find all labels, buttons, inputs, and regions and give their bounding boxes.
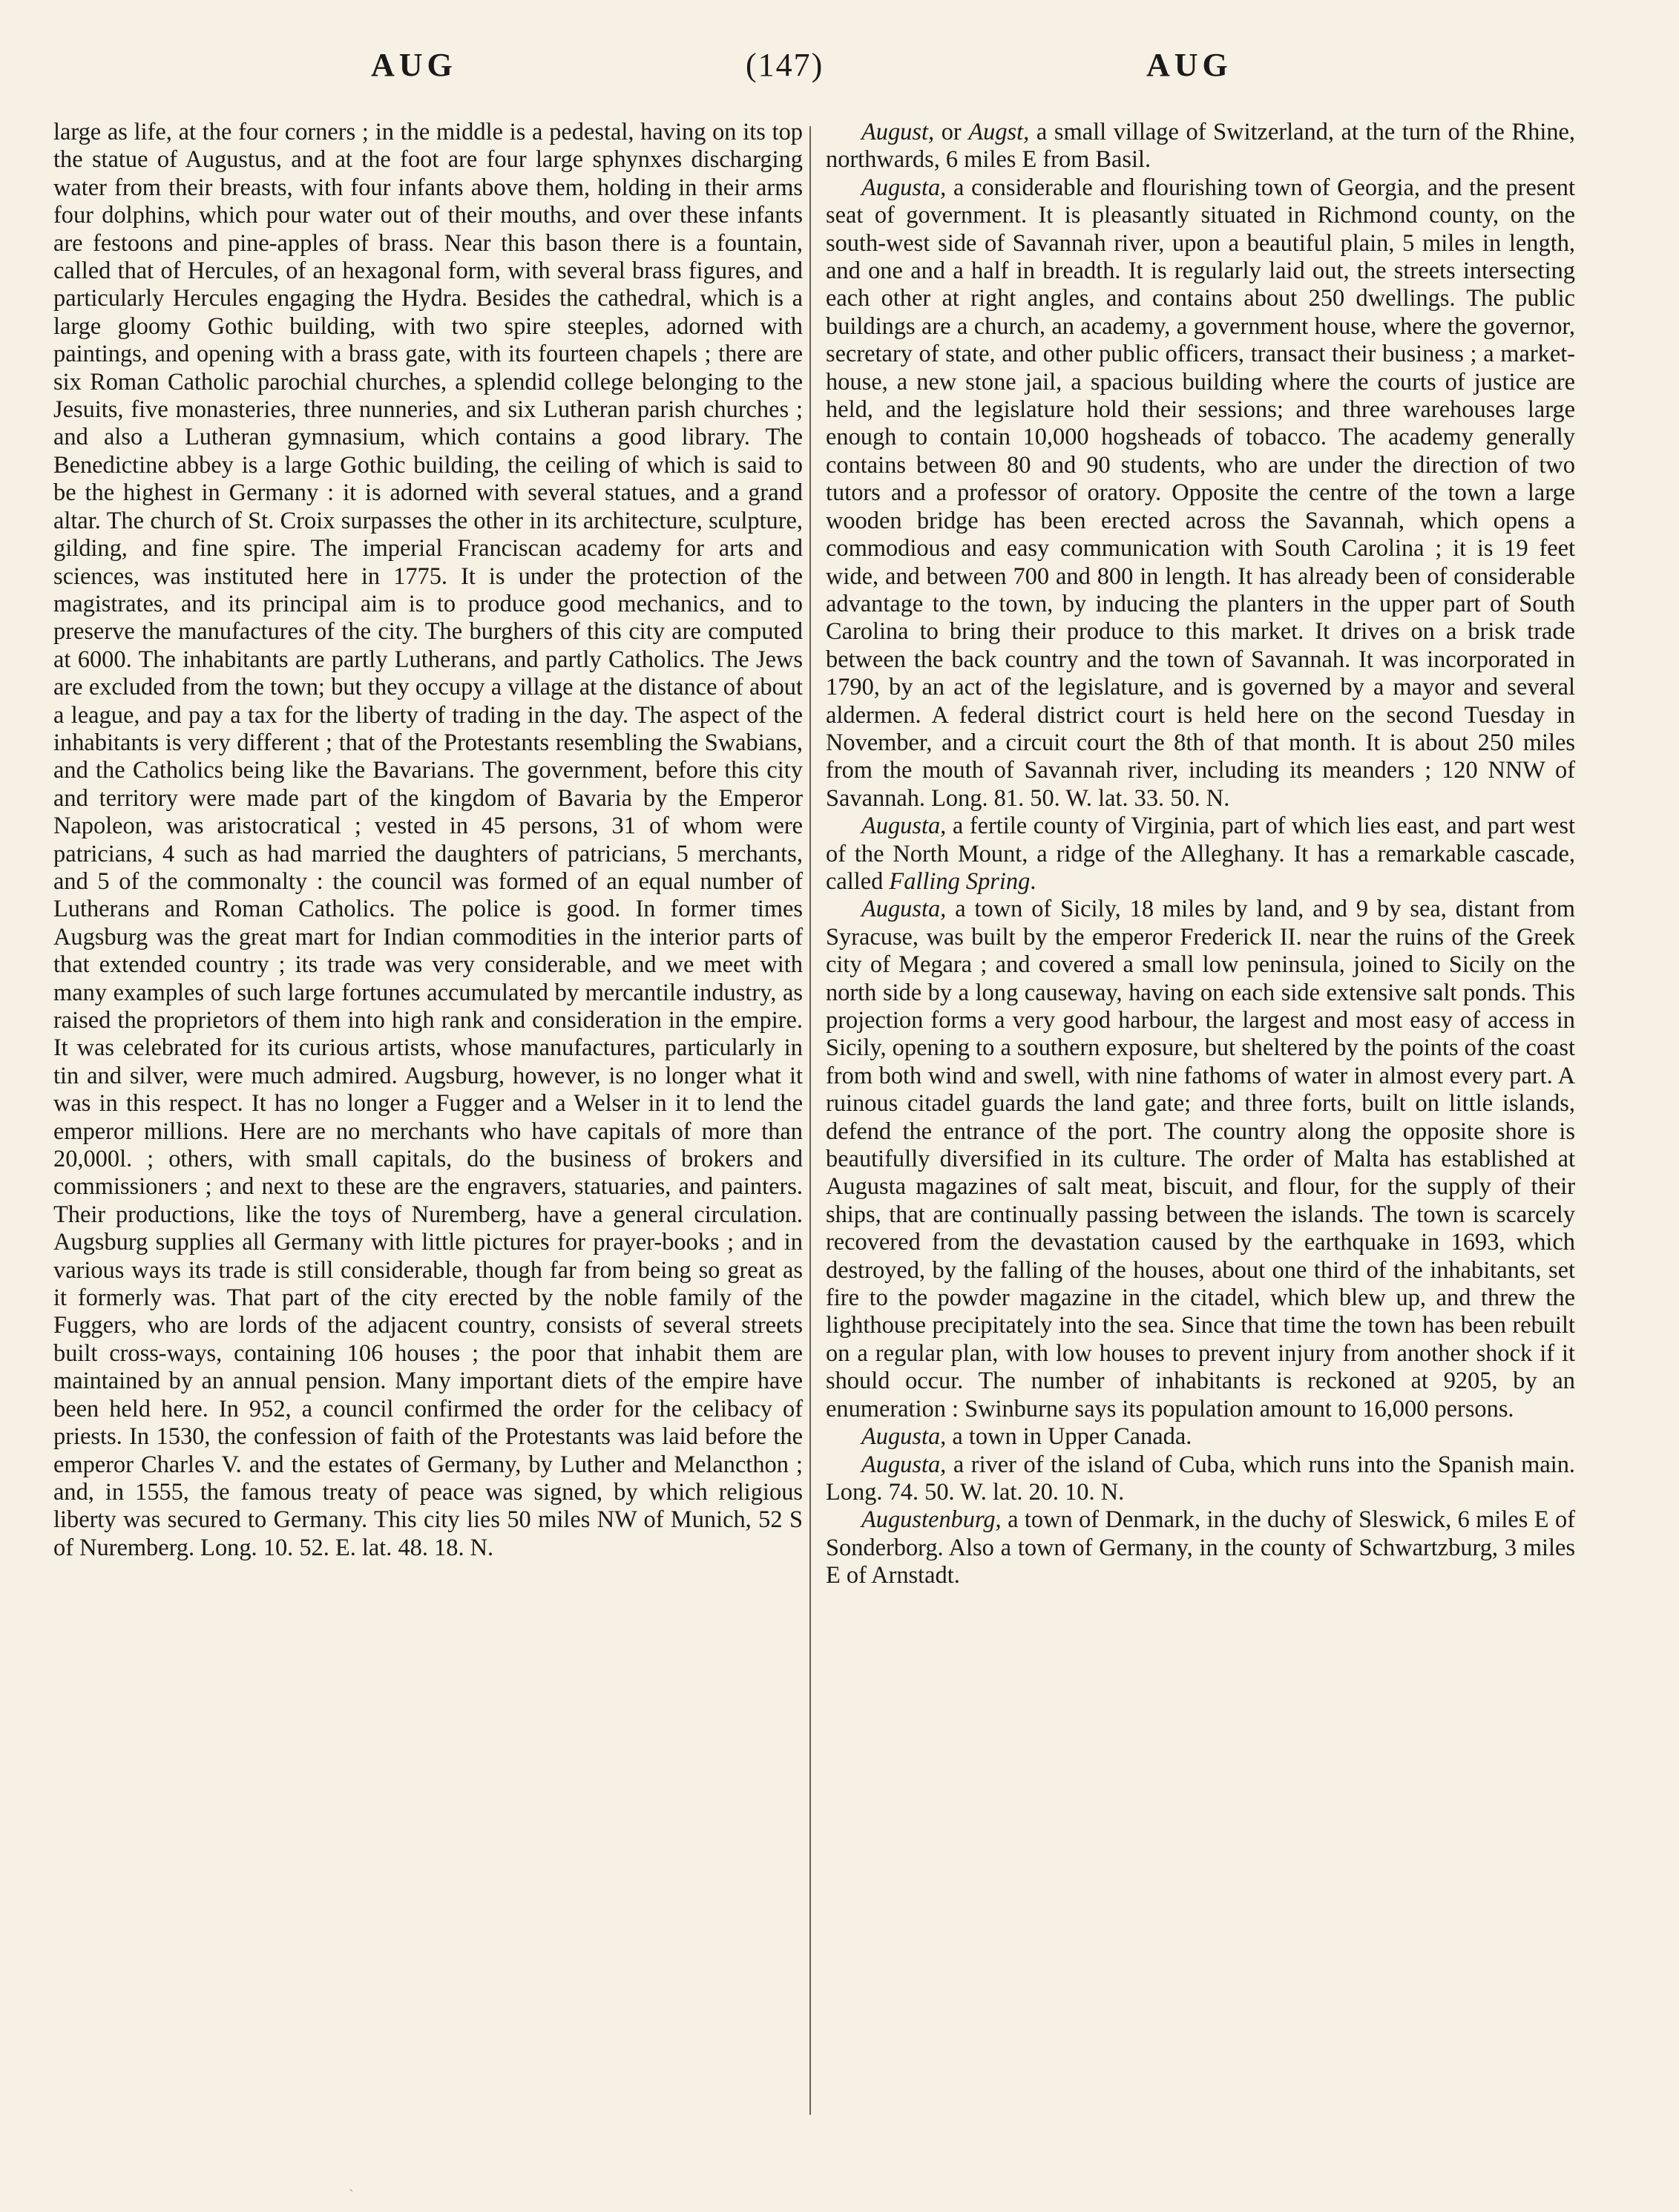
right-column bbox=[826, 119, 1575, 1590]
entry-text: a small village of Switzerland, at the turn of the Rhine, northwards, 6 miles E from Basil. bbox=[826, 119, 1575, 174]
left-column bbox=[53, 119, 803, 1562]
entry-term-alt: Augst, bbox=[968, 119, 1030, 145]
entry-text: a fertile county of Virginia, part of which lies east, and part west of the North Mount, a ridge of the Alleghany. It has a remarkable cascade, called bbox=[826, 813, 1575, 895]
entry-augusta-georgia bbox=[826, 174, 1575, 813]
entry-augusta-virginia bbox=[826, 813, 1575, 896]
entry-term: Augusta, bbox=[861, 174, 947, 201]
entry-term: Augustenburg, bbox=[861, 1506, 1002, 1534]
entry-text: a river of the island of Cuba, which runs into the Spanish main. Long. 74. 50. W. lat. 20. 10. N. bbox=[826, 1451, 1575, 1506]
entry-augusta-cuba bbox=[826, 1451, 1575, 1507]
entry-augusta-canada bbox=[826, 1423, 1575, 1451]
entry-emphasis: Falling Spring bbox=[889, 867, 1031, 895]
entry-tail: . bbox=[1030, 867, 1036, 895]
entry-augusta-sicily bbox=[826, 896, 1575, 1423]
entry-term: Augusta, bbox=[861, 813, 947, 840]
entry-term: August, bbox=[861, 119, 935, 145]
entry-text: a considerable and flourishing town of Georgia, and the present seat of government. It is pleasantly situated in Richmond county, on the south-west side of Savannah river, upon a beautiful plain, 5 miles in length, and one and a half in breadth. It is regularly laid out, the streets intersecting each other at right angles, and contains about 250 dwellings. The public buildings are a church, an academy, a government house, where the governor, secretary of state, and other public officers, transact their business ; a market-house, a new stone jail, a spacious building where the courts of justice are held, and the legislature hold their sessions; and three warehouses large enough to contain 10,000 hogsheads of tobacco. The academy generally contains between 80 and 90 students, who are under the direction of two tutors and a professor of oratory. Opposite the centre of the town a large wooden bridge has been erected across the Savannah, which opens a commodious and easy communication with South Carolina ; it is 19 feet wide, and between 700 and 800 in length. It has already been of considerable advantage to the town, by inducing the planters in the upper part of South Carolina to bring their produce to this market. It drives on a brisk trade between the back country and the town of Savannah. It was incorporated in 1790, by an act of the legislature, and is governed by a mayor and several aldermen. A federal district court is held here on the second Tuesday in November, and a circuit court the 8th of that month. It is about 250 miles from the mouth of Savannah river, including its meanders ; 120 NNW of Savannah. Long. 81. 50. W. lat. 33. 50. N. bbox=[826, 174, 1575, 812]
entry-text: a town in Upper Canada. bbox=[946, 1423, 1192, 1451]
entry-august bbox=[826, 119, 1575, 174]
entry-text: a town of Sicily, 18 miles by land, and 9 by sea, distant from Syracuse, was built by the emperor Frederick II. near the ruins of the Greek city of Megara ; and covered a small low peninsula, joined to Sicily on the north side by a long causeway, having on each side extensive salt ponds. This projection forms a very good harbour, the largest and most easy of access in Sicily, opening to a southern exposure, but sheltered by the points of the coast from both wind and swell, with nine fathoms of water in almost every part. A ruinous citadel guards the land gate; and three forts, built on little islands, defend the entrance of the port. The country along the opposite shore is beautifully diversified in its culture. The order of Malta has established at Augusta magazines of salt meat, biscuit, and flour, for the supply of their ships, that are continually passing between the islands. The town is scarcely recovered from the devastation caused by the earthquake in 1693, which destroyed, by the falling of the houses, about one third of the inhabitants, set fire to the powder magazine in the citadel, which blew up, and threw the lighthouse precipitately into the sea. Since that time the town has been rebuilt on a regular plan, with low houses to prevent injury from another shock if it should occur. The number of inhabitants is reckoned at 9205, by an enumeration : Swinburne says its population amount to 16,000 persons. bbox=[826, 896, 1575, 1422]
entry-term: Augusta, bbox=[861, 1451, 947, 1478]
entry-term: Augusta, bbox=[861, 1423, 947, 1451]
augsburg-continuation-text: large as life, at the four corners ; in the middle is a pedestal, having on its top the statue of Augustus, and at the foot are four large sphynxes discharging water from their breasts, with four infants above them, holding in their arms four dolphins, which pour water out of their mouths, and over these infants are festoons and pine-apples of brass. Near this bason there is a fountain, called that of Hercules, of an hexagonal form, with several brass figures, and particularly Hercules engaging the Hydra. Besides the cathedral, which is a large gloomy Gothic building, with two spire steeples, adorned with paintings, and opening with a brass gate, with its fourteen chapels ; there are six Roman Catholic parochial churches, a splendid college belonging to the Jesuits, five monasteries, three nunneries, and six Lutheran parish churches ; and also a Lutheran gymnasium, which contains a good library. The Benedictine abbey is a large Gothic building, the ceiling of which is said to be the highest in Germany : it is adorned with several statues, and a grand altar. The church of St. Croix surpasses the other in its architecture, sculpture, gilding, and fine spire. The imperial Franciscan academy for arts and sciences, was instituted here in 1775. It is under the protection of the magistrates, and its principal aim is to produce good mechanics, and to preserve the manufactures of the city. The burghers of this city are computed at 6000. The inhabitants are partly Lutherans, and partly Catholics. The Jews are excluded from the town; but they occupy a village at the distance of about a league, and pay a tax for the liberty of trading in the day. The aspect of the inhabitants is very different ; that of the Protestants resembling the Swabians, and the Catholics being like the Bavarians. The government, before this city and territory were made part of the kingdom of Bavaria by the Emperor Napoleon, was aristocratical ; vested in 45 persons, 31 of whom were patricians, 4 such as had married the daughters of patricians, 5 merchants, and 5 of the commonalty : the council was formed of an equal number of Lutherans and Roman Catholics. The police is good. In former times Augsburg was the great mart for Indian commodities in the interior parts of that extended country ; its trade was very considerable, and we meet with many examples of such large fortunes accumulated by mercantile industry, as raised the proprietors of them into high rank and consideration in the empire. It was celebrated for its curious artists, whose manufactures, particularly in tin and silver, were much admired. Augsburg, however, is no longer what it was in this respect. It has no longer a Fugger and a Welser in it to lend the emperor millions. Here are no merchants who have capitals of more than 20,000l. ; others, with small capitals, do the business of brokers and commissioners ; and next to these are the engravers, statuaries, and painters. Their productions, like the toys of Nuremberg, have a general circulation. Augsburg supplies all Germany with little pictures for prayer-books ; and in various ways its trade is still considerable, though far from being so great as it formerly was. That part of the city erected by the noble family of the Fuggers, who are lords of the adjacent country, consists of several streets built cross-ways, containing 106 houses ; the poor that inhabit them are maintained by an annual pension. Many important diets of the empire have been held here. In 952, a council confirmed the order for the celibacy of priests. In 1530, the confession of faith of the Protestants was laid before the emperor Charles V. and the estates of Germany, by Luther and Melancthon ; and, in 1555, the famous treaty of peace was signed, by which religious liberty was secured to Germany. This city lies 50 miles NW of Munich, 52 S of Nuremberg. Long. 10. 52. E. lat. 48. 18. N. bbox=[53, 119, 803, 1561]
running-header bbox=[0, 46, 1679, 105]
entry-connector: or bbox=[934, 119, 969, 145]
entry-augustenburg bbox=[826, 1506, 1575, 1589]
page-number: (147) bbox=[746, 47, 824, 83]
paper-speck-mark: ˎ bbox=[349, 2176, 354, 2192]
header-right-catchword: AUG bbox=[1146, 47, 1232, 83]
header-left-catchword: AUG bbox=[371, 47, 457, 83]
entry-text: a town of Denmark, in the duchy of Sleswick, 6 miles E of Sonderborg. Also a town of Germany, in the county of Schwartzburg, 3 miles E of Arnstadt. bbox=[826, 1506, 1575, 1589]
column-divider bbox=[809, 126, 811, 2115]
entry-term: Augusta, bbox=[861, 896, 947, 923]
